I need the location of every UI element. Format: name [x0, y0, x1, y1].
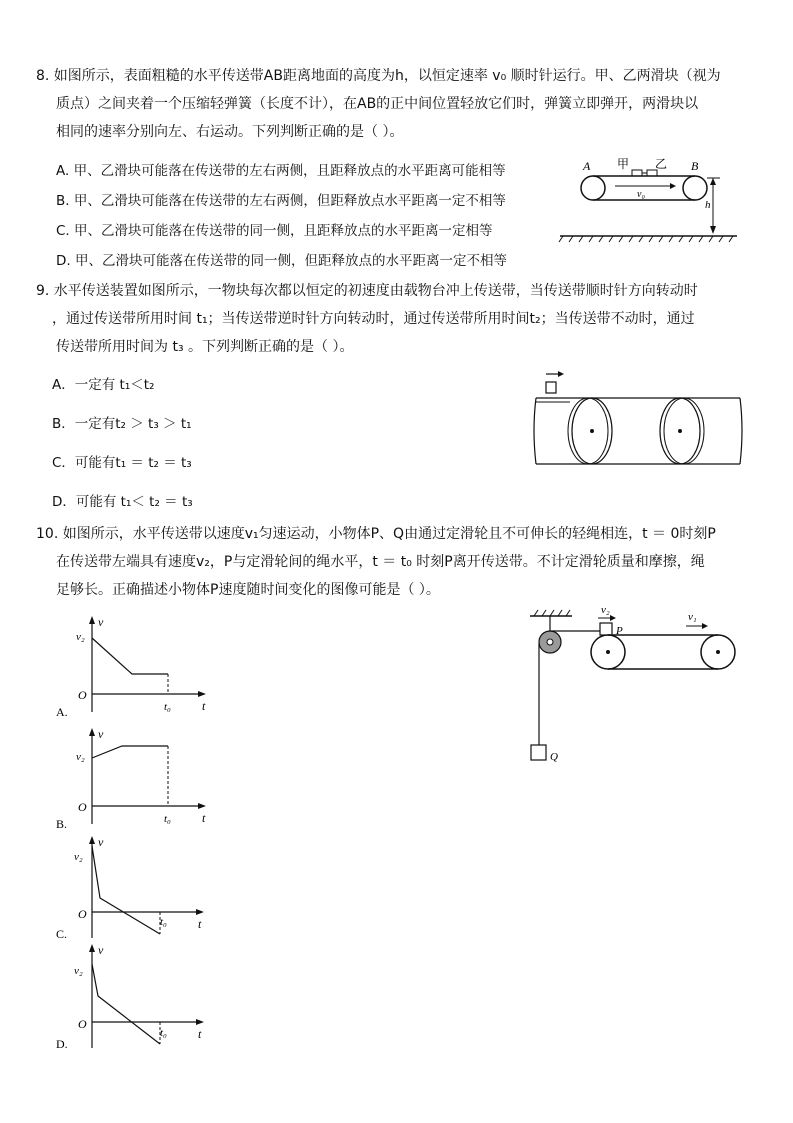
svg-text:t: t — [198, 917, 202, 931]
q8-option-d[interactable]: D. 甲、乙滑块可能落在传送带的同一侧，但距释放点的水平距离一定不相等 — [56, 253, 507, 269]
svg-text:v: v — [98, 615, 104, 629]
q9-option-d[interactable]: D．可能有 t₁＜ t₂ ＝ t₃ — [52, 494, 193, 510]
q9-option-a[interactable]: A．一定有 t₁＜t₂ — [52, 377, 155, 393]
svg-text:C.: C. — [56, 927, 68, 941]
label-b: B — [691, 159, 699, 173]
q10-line-1: 10. 如图所示，水平传送带以速度v₁匀速运动，小物体P、Q由通过定滑轮且不可伸长的轻绳相连，t ＝ 0时刻P — [36, 526, 716, 542]
q8-line-3: 相同的速率分别向左、右运动。下列判断正确的是（ ）。 — [56, 124, 404, 140]
svg-text:t₀: t₀ — [160, 916, 167, 928]
svg-text:O: O — [78, 1017, 87, 1031]
q9-option-b[interactable]: B．一定有t₂ ＞ t₃ ＞ t₁ — [52, 416, 192, 432]
label-v0: v₀ — [637, 189, 645, 200]
q8-line-2: 质点）之间夹着一个压缩轻弹簧（长度不计），在AB的正中间位置轻放它们时，弹簧立即弹开，两滑块以 — [56, 96, 699, 112]
svg-text:v: v — [98, 943, 104, 957]
svg-text:t₀: t₀ — [164, 701, 171, 713]
svg-text:O: O — [78, 800, 87, 814]
q10-line-3: 足够长。正确描述小物体P速度随时间变化的图像可能是（ ）。 — [56, 582, 440, 598]
graph-a[interactable] — [52, 612, 222, 722]
svg-text:t: t — [202, 699, 206, 713]
svg-text:O: O — [78, 907, 87, 921]
svg-text:B.: B. — [56, 817, 68, 831]
svg-text:A.: A. — [56, 705, 68, 719]
q9-line-1: 9. 水平传送装置如图所示，一物块每次都以恒定的初速度由载物台冲上传送带，当传送带顺时针方向转动时 — [36, 283, 698, 299]
block-p — [600, 623, 612, 635]
svg-text:v₂: v₂ — [76, 751, 85, 763]
q9-conveyor-figure — [530, 368, 745, 468]
graph-d[interactable] — [52, 940, 222, 1052]
svg-text:v₂: v₂ — [74, 851, 83, 863]
label-q: Q — [550, 751, 558, 763]
q9-option-c[interactable]: C．可能有t₁ ＝ t₂ ＝ t₃ — [52, 455, 192, 471]
label-a: A — [583, 159, 591, 173]
label-jia: 甲 — [617, 157, 630, 171]
q9-line-3: 传送带所用时间为 t₃ 。下列判断正确的是（ ）。 — [56, 339, 354, 355]
q8-conveyor-figure — [555, 150, 745, 245]
graph-b[interactable] — [52, 724, 222, 834]
svg-text:O: O — [78, 688, 87, 702]
svg-text:t: t — [202, 811, 206, 825]
svg-text:v₂: v₂ — [74, 965, 83, 977]
svg-text:v: v — [98, 835, 104, 849]
label-v1: v₁ — [688, 611, 697, 623]
q10-line-2: 在传送带左端具有速度v₂，P与定滑轮间的绳水平，t ＝ t₀ 时刻P离开传送带。不计定滑轮质量和摩擦，绳 — [56, 554, 705, 570]
svg-text:t₀: t₀ — [160, 1027, 167, 1039]
svg-text:t: t — [198, 1027, 202, 1041]
svg-text:t₀: t₀ — [164, 813, 171, 825]
svg-text:v₂: v₂ — [76, 631, 85, 643]
left-roller — [581, 176, 605, 200]
q8-option-c[interactable]: C. 甲、乙滑块可能落在传送带的同一侧，且距释放点的水平距离一定相等 — [56, 223, 493, 239]
q8-line-1: 8. 如图所示，表面粗糙的水平传送带AB距离地面的高度为h，以恒定速率 v₀ 顺时针运行。甲、乙两滑块（视为 — [36, 68, 721, 84]
block-q — [531, 745, 546, 760]
q10-pulley-figure — [522, 600, 744, 770]
q9-line-2: ，通过传送带所用时间 t₁；当传送带逆时针方向转动时，通过传送带所用时间t₂；当传送带不动时，通过 — [52, 311, 695, 327]
label-h: h — [705, 199, 711, 211]
svg-text:D.: D. — [56, 1037, 68, 1051]
label-v2: v₂ — [601, 604, 610, 616]
svg-text:v: v — [98, 727, 104, 741]
right-roller — [683, 176, 707, 200]
q8-option-a[interactable]: A. 甲、乙滑块可能落在传送带的左右两侧，且距释放点的水平距离可能相等 — [56, 163, 506, 179]
q8-option-b[interactable]: B. 甲、乙滑块可能落在传送带的左右两侧，但距释放点水平距离一定不相等 — [56, 193, 506, 209]
label-yi: 乙 — [655, 157, 668, 171]
label-p: P — [616, 625, 623, 637]
graph-c[interactable] — [52, 832, 222, 944]
